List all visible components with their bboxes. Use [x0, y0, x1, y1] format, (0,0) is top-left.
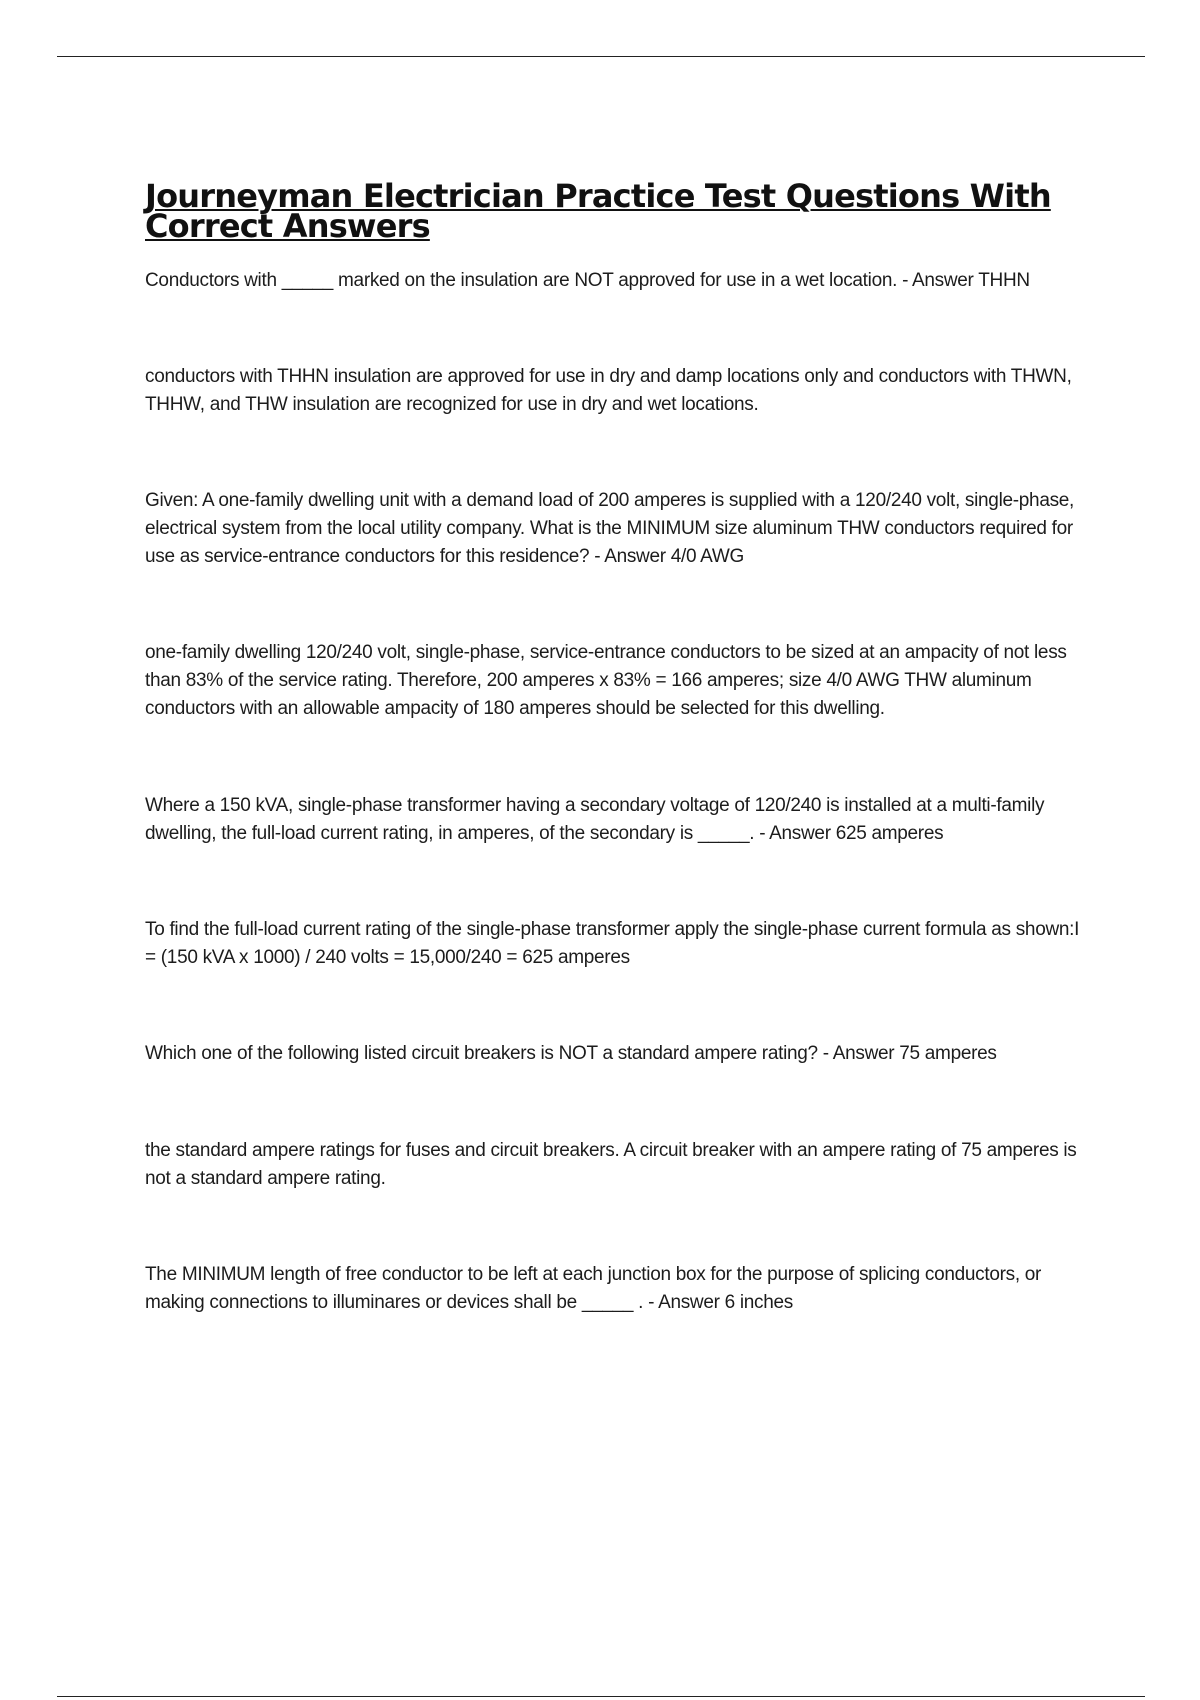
- explanation-service-entrance-size: one-family dwelling 120/240 volt, single-phase, service-entrance conductors to be sized at an ampacity of not less than 83% of the service rating. Therefore, 200 amperes x 83% = 166 amperes; size 4/0 AWG THW aluminum conductors with an allowable ampacity of 180 amperes should be selected for this dwelling.: [145, 642, 1067, 719]
- explanation-breaker-rating: the standard ampere ratings for fuses and circuit breakers. A circuit breaker with an ampere rating of 75 amperes is not a standard ampere rating.: [145, 1140, 1077, 1189]
- question-transformer-current: Where a 150 kVA, single-phase transformer having a secondary voltage of 120/240 is installed at a multi-family dwelling, the full-load current rating, in amperes, of the secondary is _____. - Answer 625 amperes: [145, 795, 1045, 844]
- page-bottom-rule: [57, 1696, 1145, 1697]
- page-top-rule: [57, 56, 1145, 57]
- question-service-entrance-size: Given: A one-family dwelling unit with a demand load of 200 amperes is supplied with a 120/240 volt, single-phase, electrical system from the local utility company. What is the MINIMUM size aluminum THW conductors required for use as service-entrance conductors for this residence? - Answer 4/0 AWG: [145, 490, 1075, 567]
- explanation-thhn-insulation: conductors with THHN insulation are approved for use in dry and damp locations only and conductors with THWN, THHW, and THW insulation are recognized for use in dry and wet locations.: [145, 366, 1072, 415]
- explanation-transformer-current: To find the full-load current rating of the single-phase transformer apply the single-phase current formula as shown:I = (150 kVA x 1000) / 240 volts = 15,000/240 = 625 amperes: [145, 919, 1080, 968]
- document-body: [145, 177, 1085, 1317]
- question-free-conductor-length: The MINIMUM length of free conductor to be left at each junction box for the purpose of splicing conductors, or making connections to illuminares or devices shall be _____ . - Answer 6 inches: [145, 1264, 1042, 1313]
- document-title: Journeyman Electrician Practice Test Questions With Correct Answers: [145, 177, 1051, 245]
- question-wet-location: Conductors with _____ marked on the insulation are NOT approved for use in a wet location. - Answer THHN: [145, 270, 1030, 291]
- question-breaker-rating: Which one of the following listed circuit breakers is NOT a standard ampere rating? - Answer 75 amperes: [145, 1043, 997, 1064]
